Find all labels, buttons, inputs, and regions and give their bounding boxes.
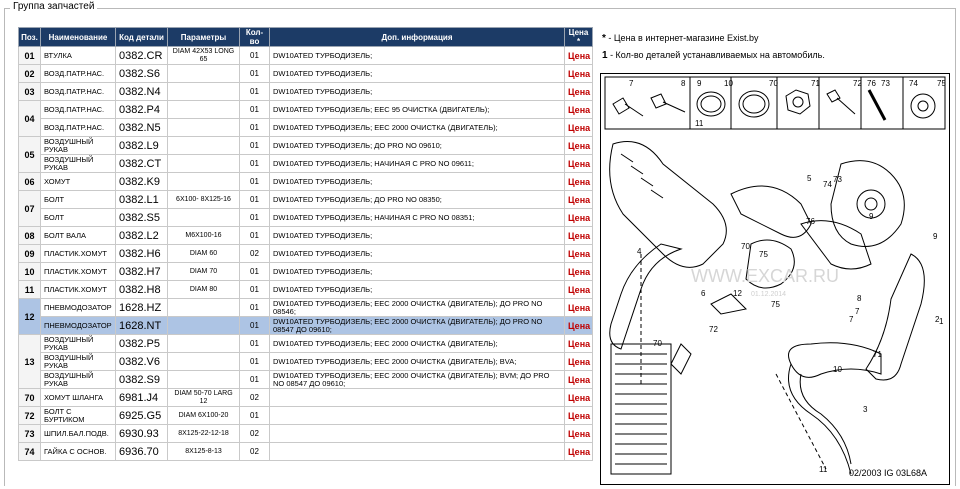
row-params: DIAM 50-70 LARG 12 (168, 389, 240, 407)
table-row[interactable] (19, 191, 593, 209)
row-price-link[interactable]: Цена (565, 443, 593, 461)
row-params: 6X100- 8X125-16 (168, 191, 240, 209)
row-pos: 74 (19, 443, 41, 461)
row-params: 8X125-8-13 (168, 443, 240, 461)
row-params (168, 317, 240, 335)
row-params (168, 155, 240, 173)
row-qty: 01 (240, 101, 270, 119)
header-name[interactable]: Наименование (41, 28, 116, 47)
callout-label: 70 (653, 339, 662, 348)
row-info: DW10ATED ТУРБОДИЗЕЛЬ; (270, 245, 565, 263)
callout-label: 73 (833, 175, 842, 184)
row-pos: 08 (19, 227, 41, 245)
row-params: DIAM 70 (168, 263, 240, 281)
row-name: ХОМУТ ШЛАНГА (41, 389, 116, 407)
callout-label: 6 (701, 289, 706, 298)
fastener-label: 10 (724, 79, 733, 88)
table-row[interactable] (19, 101, 593, 119)
row-params (168, 83, 240, 101)
callout-label: 2 (935, 315, 940, 324)
row-code[interactable]: 6981.J4 (116, 389, 168, 407)
row-price-link[interactable]: Цена (565, 191, 593, 209)
row-info: DW10ATED ТУРБОДИЗЕЛЬ; EEC 2000 ОЧИСТКА (ДВИГАТЕЛЬ); (270, 335, 565, 353)
table-row[interactable] (19, 389, 593, 407)
row-name: ПНЕВМОДОЗАТОР (41, 317, 116, 335)
fastener-label: 8 (681, 79, 686, 88)
row-code[interactable]: 0382.P5 (116, 335, 168, 353)
row-price-link[interactable]: Цена (565, 317, 593, 335)
row-code[interactable]: 0382.S6 (116, 65, 168, 83)
row-price-link[interactable]: Цена (565, 353, 593, 371)
row-name: ВТУЛКА (41, 47, 116, 65)
row-qty: 01 (240, 173, 270, 191)
row-qty: 01 (240, 137, 270, 155)
row-params: DIAM 42X53 LONG 65 (168, 47, 240, 65)
row-code[interactable]: 0382.N4 (116, 83, 168, 101)
fastener-label: 76 (867, 79, 876, 88)
bolt-icon (651, 94, 685, 112)
row-params (168, 299, 240, 317)
row-qty: 01 (240, 317, 270, 335)
row-info: DW10ATED ТУРБОДИЗЕЛЬ; (270, 47, 565, 65)
callout-label: 72 (709, 325, 718, 334)
row-pos: 04 (19, 101, 41, 137)
row-pos: 70 (19, 389, 41, 407)
row-qty: 01 (240, 209, 270, 227)
row-pos: 03 (19, 83, 41, 101)
header-price[interactable]: Цена * (565, 28, 593, 47)
row-qty: 01 (240, 47, 270, 65)
row-price-link[interactable]: Цена (565, 389, 593, 407)
row-qty: 02 (240, 389, 270, 407)
callout-label: 3 (863, 405, 868, 414)
row-qty: 02 (240, 443, 270, 461)
row-price-link[interactable]: Цена (565, 299, 593, 317)
table-row[interactable] (19, 65, 593, 83)
table-row[interactable] (19, 155, 593, 173)
row-info: DW10ATED ТУРБОДИЗЕЛЬ; (270, 83, 565, 101)
row-qty: 01 (240, 227, 270, 245)
row-params (168, 371, 240, 389)
fastener-label: 7 (629, 79, 634, 88)
diagram-footer: 02/2003 IG 03L68A (849, 468, 928, 478)
row-pos: 72 (19, 407, 41, 425)
nut-icon (786, 90, 810, 114)
row-name: БОЛТ (41, 191, 116, 209)
row-params: 8X125-22-12-18 (168, 425, 240, 443)
row-code[interactable]: 0382.S9 (116, 371, 168, 389)
row-params (168, 335, 240, 353)
row-qty: 01 (240, 263, 270, 281)
row-name: БОЛТ (41, 209, 116, 227)
row-code[interactable]: 0382.L9 (116, 137, 168, 155)
callout-label: 7 (849, 315, 854, 324)
row-qty: 02 (240, 425, 270, 443)
callout-label: 12 (733, 289, 742, 298)
row-code[interactable]: 0382.S5 (116, 209, 168, 227)
row-code[interactable]: 0382.CR (116, 47, 168, 65)
table-row[interactable] (19, 371, 593, 389)
row-params: DIAM 80 (168, 281, 240, 299)
row-params (168, 173, 240, 191)
row-price-link[interactable]: Цена (565, 281, 593, 299)
bolt-icon (827, 90, 855, 114)
row-params (168, 137, 240, 155)
header-params[interactable]: Параметры (168, 28, 240, 47)
fastener-label: 9 (697, 79, 702, 88)
callout-label: 71 (873, 350, 882, 359)
callout-label: 9 (869, 212, 874, 221)
row-pos: 12 (19, 299, 41, 335)
row-price-link[interactable]: Цена (565, 263, 593, 281)
row-qty: 01 (240, 353, 270, 371)
row-pos: 73 (19, 425, 41, 443)
table-row[interactable] (19, 119, 593, 137)
bolt-icon (613, 98, 643, 116)
row-price-link[interactable]: Цена (565, 335, 593, 353)
row-info: DW10ATED ТУРБОДИЗЕЛЬ; НАЧИНАЯ С PRO NO 08351; (270, 209, 565, 227)
row-qty: 01 (240, 281, 270, 299)
row-code[interactable]: 0382.N5 (116, 119, 168, 137)
table-row[interactable] (19, 227, 593, 245)
price-star-mark: * (602, 33, 606, 44)
header-qty[interactable]: Кол-во (240, 28, 270, 47)
row-params: M6X100-16 (168, 227, 240, 245)
row-code[interactable]: 0382.H8 (116, 281, 168, 299)
row-code[interactable]: 0382.H6 (116, 245, 168, 263)
row-info: DW10ATED ТУРБОДИЗЕЛЬ; (270, 65, 565, 83)
assembly-illustration (610, 142, 925, 475)
row-name: ХОМУТ (41, 173, 116, 191)
header-info[interactable]: Доп. информация (270, 28, 565, 47)
row-info: DW10ATED ТУРБОДИЗЕЛЬ; EEC 2000 ОЧИСТКА (ДВИГАТЕЛЬ); ДО PRO NO 08546; (270, 299, 565, 317)
row-price-link[interactable]: Цена (565, 425, 593, 443)
row-code[interactable]: 0382.K9 (116, 173, 168, 191)
callout-label: 75 (771, 300, 780, 309)
row-params: DIAM 6X100-20 (168, 407, 240, 425)
row-name: ВОЗДУШНЫЙ РУКАВ (41, 335, 116, 353)
header-code[interactable]: Код детали (116, 28, 168, 47)
callout-label: 1 (939, 317, 944, 326)
row-price-link[interactable]: Цена (565, 173, 593, 191)
row-code[interactable]: 6936.70 (116, 443, 168, 461)
row-name: ВОЗД.ПАТР.НАС. (41, 83, 116, 101)
table-row[interactable] (19, 335, 593, 353)
row-name: ПНЕВМОДОЗАТОР (41, 299, 116, 317)
row-price-link[interactable]: Цена (565, 101, 593, 119)
row-params (168, 101, 240, 119)
parts-table (18, 27, 593, 461)
callout-label: 7 (855, 307, 860, 316)
row-info: DW10ATED ТУРБОДИЗЕЛЬ; ДО PRO NO 08350; (270, 191, 565, 209)
fastener-label: 74 (909, 79, 918, 88)
row-name: ВОЗДУШНЫЙ РУКАВ (41, 155, 116, 173)
row-price-link[interactable]: Цена (565, 155, 593, 173)
row-qty: 01 (240, 191, 270, 209)
row-name: ГАЙКА С ОСНОВ. (41, 443, 116, 461)
intake-manifold-shape (610, 142, 727, 268)
table-header-row (19, 28, 593, 47)
row-qty: 02 (240, 245, 270, 263)
diagram-svg (601, 74, 949, 484)
callout-label: 11 (819, 465, 828, 474)
row-price-link[interactable]: Цена (565, 245, 593, 263)
table-row[interactable] (19, 47, 593, 65)
table-row[interactable] (19, 407, 593, 425)
row-code[interactable]: 0382.L1 (116, 191, 168, 209)
fastener-labels (629, 79, 946, 128)
qty-note-text: - Кол-во деталей устанавливаемых на автомобиль. (607, 50, 825, 60)
row-name: БОЛТ ВАЛА (41, 227, 116, 245)
row-name: ШПИЛ.БАЛ.ПОДВ. (41, 425, 116, 443)
callout-label: 76 (806, 217, 815, 226)
row-info: DW10ATED ТУРБОДИЗЕЛЬ; EEC 2000 ОЧИСТКА (ДВИГАТЕЛЬ); BVM; ДО PRO NO 08547 ДО 09610; (270, 371, 565, 389)
qty-note (602, 50, 825, 61)
row-price-link[interactable]: Цена (565, 47, 593, 65)
row-info: DW10ATED ТУРБОДИЗЕЛЬ; (270, 263, 565, 281)
row-params (168, 353, 240, 371)
row-pos: 13 (19, 335, 41, 389)
callout-label: 75 (759, 250, 768, 259)
row-qty: 01 (240, 335, 270, 353)
row-code[interactable]: 0382.CT (116, 155, 168, 173)
table-row[interactable] (19, 83, 593, 101)
row-params: DIAM 60 (168, 245, 240, 263)
fastener-qty-label: 11 (695, 119, 704, 128)
table-row[interactable] (19, 263, 593, 281)
row-qty: 01 (240, 119, 270, 137)
row-info: DW10ATED ТУРБОДИЗЕЛЬ; (270, 227, 565, 245)
row-pos: 07 (19, 191, 41, 227)
row-price-link[interactable]: Цена (565, 227, 593, 245)
watermark: WWW.EXCAR.RU (691, 266, 839, 286)
row-info: DW10ATED ТУРБОДИЗЕЛЬ; EEC 95 ОЧИСТКА (ДВИГАТЕЛЬ); (270, 101, 565, 119)
row-qty: 01 (240, 83, 270, 101)
price-note-text: - Цена в интернет-магазине Exist.by (605, 33, 759, 43)
row-code[interactable]: 1628.HZ (116, 299, 168, 317)
row-qty: 01 (240, 299, 270, 317)
table-row[interactable] (19, 209, 593, 227)
row-code[interactable]: 1628.NT (116, 317, 168, 335)
row-price-link[interactable]: Цена (565, 83, 593, 101)
stud-icon (869, 90, 885, 120)
row-price-link[interactable]: Цена (565, 371, 593, 389)
row-info (270, 389, 565, 407)
row-price-link[interactable]: Цена (565, 407, 593, 425)
row-info: DW10ATED ТУРБОДИЗЕЛЬ; EEC 2000 ОЧИСТКА (ДВИГАТЕЛЬ); BVA; (270, 353, 565, 371)
row-pos: 06 (19, 173, 41, 191)
air-hose-5-shape (731, 186, 811, 237)
header-pos[interactable]: Поз. (19, 28, 41, 47)
row-name: ПЛАСТИК.ХОМУТ (41, 263, 116, 281)
row-pos: 09 (19, 245, 41, 263)
row-code[interactable]: 0382.H7 (116, 263, 168, 281)
row-name: ВОЗД.ПАТР.НАС. (41, 101, 116, 119)
row-info: DW10ATED ТУРБОДИЗЕЛЬ; EEC 2000 ОЧИСТКА (ДВИГАТЕЛЬ); (270, 119, 565, 137)
row-qty: 01 (240, 155, 270, 173)
fastener-label: 70 (769, 79, 778, 88)
row-code[interactable]: 6925.G5 (116, 407, 168, 425)
row-name: ВОЗДУШНЫЙ РУКАВ (41, 137, 116, 155)
callout-label: 70 (741, 242, 750, 251)
row-qty: 01 (240, 407, 270, 425)
group-title: Группа запчастей (10, 1, 97, 12)
row-qty: 01 (240, 65, 270, 83)
callout-label: 5 (807, 174, 812, 183)
row-name: ВОЗДУШНЫЙ РУКАВ (41, 371, 116, 389)
table-row[interactable] (19, 299, 593, 317)
diagram-callouts (637, 174, 944, 474)
row-params (168, 119, 240, 137)
row-code[interactable]: 6930.93 (116, 425, 168, 443)
watermark-date: 01.12.2014 (751, 291, 787, 298)
row-code[interactable]: 0382.P4 (116, 101, 168, 119)
turbocharger-shape (831, 161, 904, 247)
row-pos: 02 (19, 65, 41, 83)
row-price-link[interactable]: Цена (565, 209, 593, 227)
row-pos: 01 (19, 47, 41, 65)
table-row[interactable] (19, 317, 593, 335)
row-code[interactable]: 0382.V6 (116, 353, 168, 371)
row-info (270, 407, 565, 425)
table-row[interactable] (19, 173, 593, 191)
row-info: DW10ATED ТУРБОДИЗЕЛЬ; EEC 2000 ОЧИСТКА (ДВИГАТЕЛЬ); ДО PRO NO 08547 ДО 09610; (270, 317, 565, 335)
row-name: ВОЗД.ПАТР.НАС. (41, 119, 116, 137)
air-hose-2-shape (866, 254, 924, 380)
row-qty: 01 (240, 371, 270, 389)
row-info: DW10ATED ТУРБОДИЗЕЛЬ; (270, 173, 565, 191)
row-price-link[interactable]: Цена (565, 65, 593, 83)
row-info (270, 425, 565, 443)
row-params (168, 209, 240, 227)
fastener-label: 73 (881, 79, 890, 88)
row-price-link[interactable]: Цена (565, 119, 593, 137)
row-name: БОЛТ С БУРТИКОМ (41, 407, 116, 425)
table-row[interactable] (19, 443, 593, 461)
washer-icon (911, 94, 935, 118)
row-name: ВОЗДУШНЫЙ РУКАВ (41, 353, 116, 371)
parts-diagram (600, 73, 950, 485)
table-row[interactable] (19, 245, 593, 263)
callout-label: 8 (857, 294, 862, 303)
parts-table-body (19, 47, 593, 461)
row-params (168, 65, 240, 83)
table-row[interactable] (19, 353, 593, 371)
fastener-label: 75 (937, 79, 946, 88)
table-row[interactable] (19, 281, 593, 299)
qty-mark: 1 (602, 50, 608, 61)
row-pos: 11 (19, 281, 41, 299)
row-info: DW10ATED ТУРБОДИЗЕЛЬ; ДО PRO NO 09610; (270, 137, 565, 155)
row-pos: 10 (19, 263, 41, 281)
fastener-label: 72 (853, 79, 862, 88)
row-code[interactable]: 0382.L2 (116, 227, 168, 245)
callout-label: 4 (637, 247, 642, 256)
callout-label: 74 (823, 180, 832, 189)
row-name: ПЛАСТИК.ХОМУТ (41, 281, 116, 299)
row-info: DW10ATED ТУРБОДИЗЕЛЬ; НАЧИНАЯ С PRO NO 09611; (270, 155, 565, 173)
callout-label: 9 (933, 232, 938, 241)
row-name: ВОЗД.ПАТР.НАС. (41, 65, 116, 83)
row-info: DW10ATED ТУРБОДИЗЕЛЬ; (270, 281, 565, 299)
table-row[interactable] (19, 425, 593, 443)
row-info (270, 443, 565, 461)
table-row[interactable] (19, 137, 593, 155)
fastener-label: 71 (811, 79, 820, 88)
row-name: ПЛАСТИК.ХОМУТ (41, 245, 116, 263)
row-price-link[interactable]: Цена (565, 137, 593, 155)
callout-label: 10 (833, 365, 842, 374)
row-pos: 05 (19, 137, 41, 173)
price-note (602, 33, 758, 44)
